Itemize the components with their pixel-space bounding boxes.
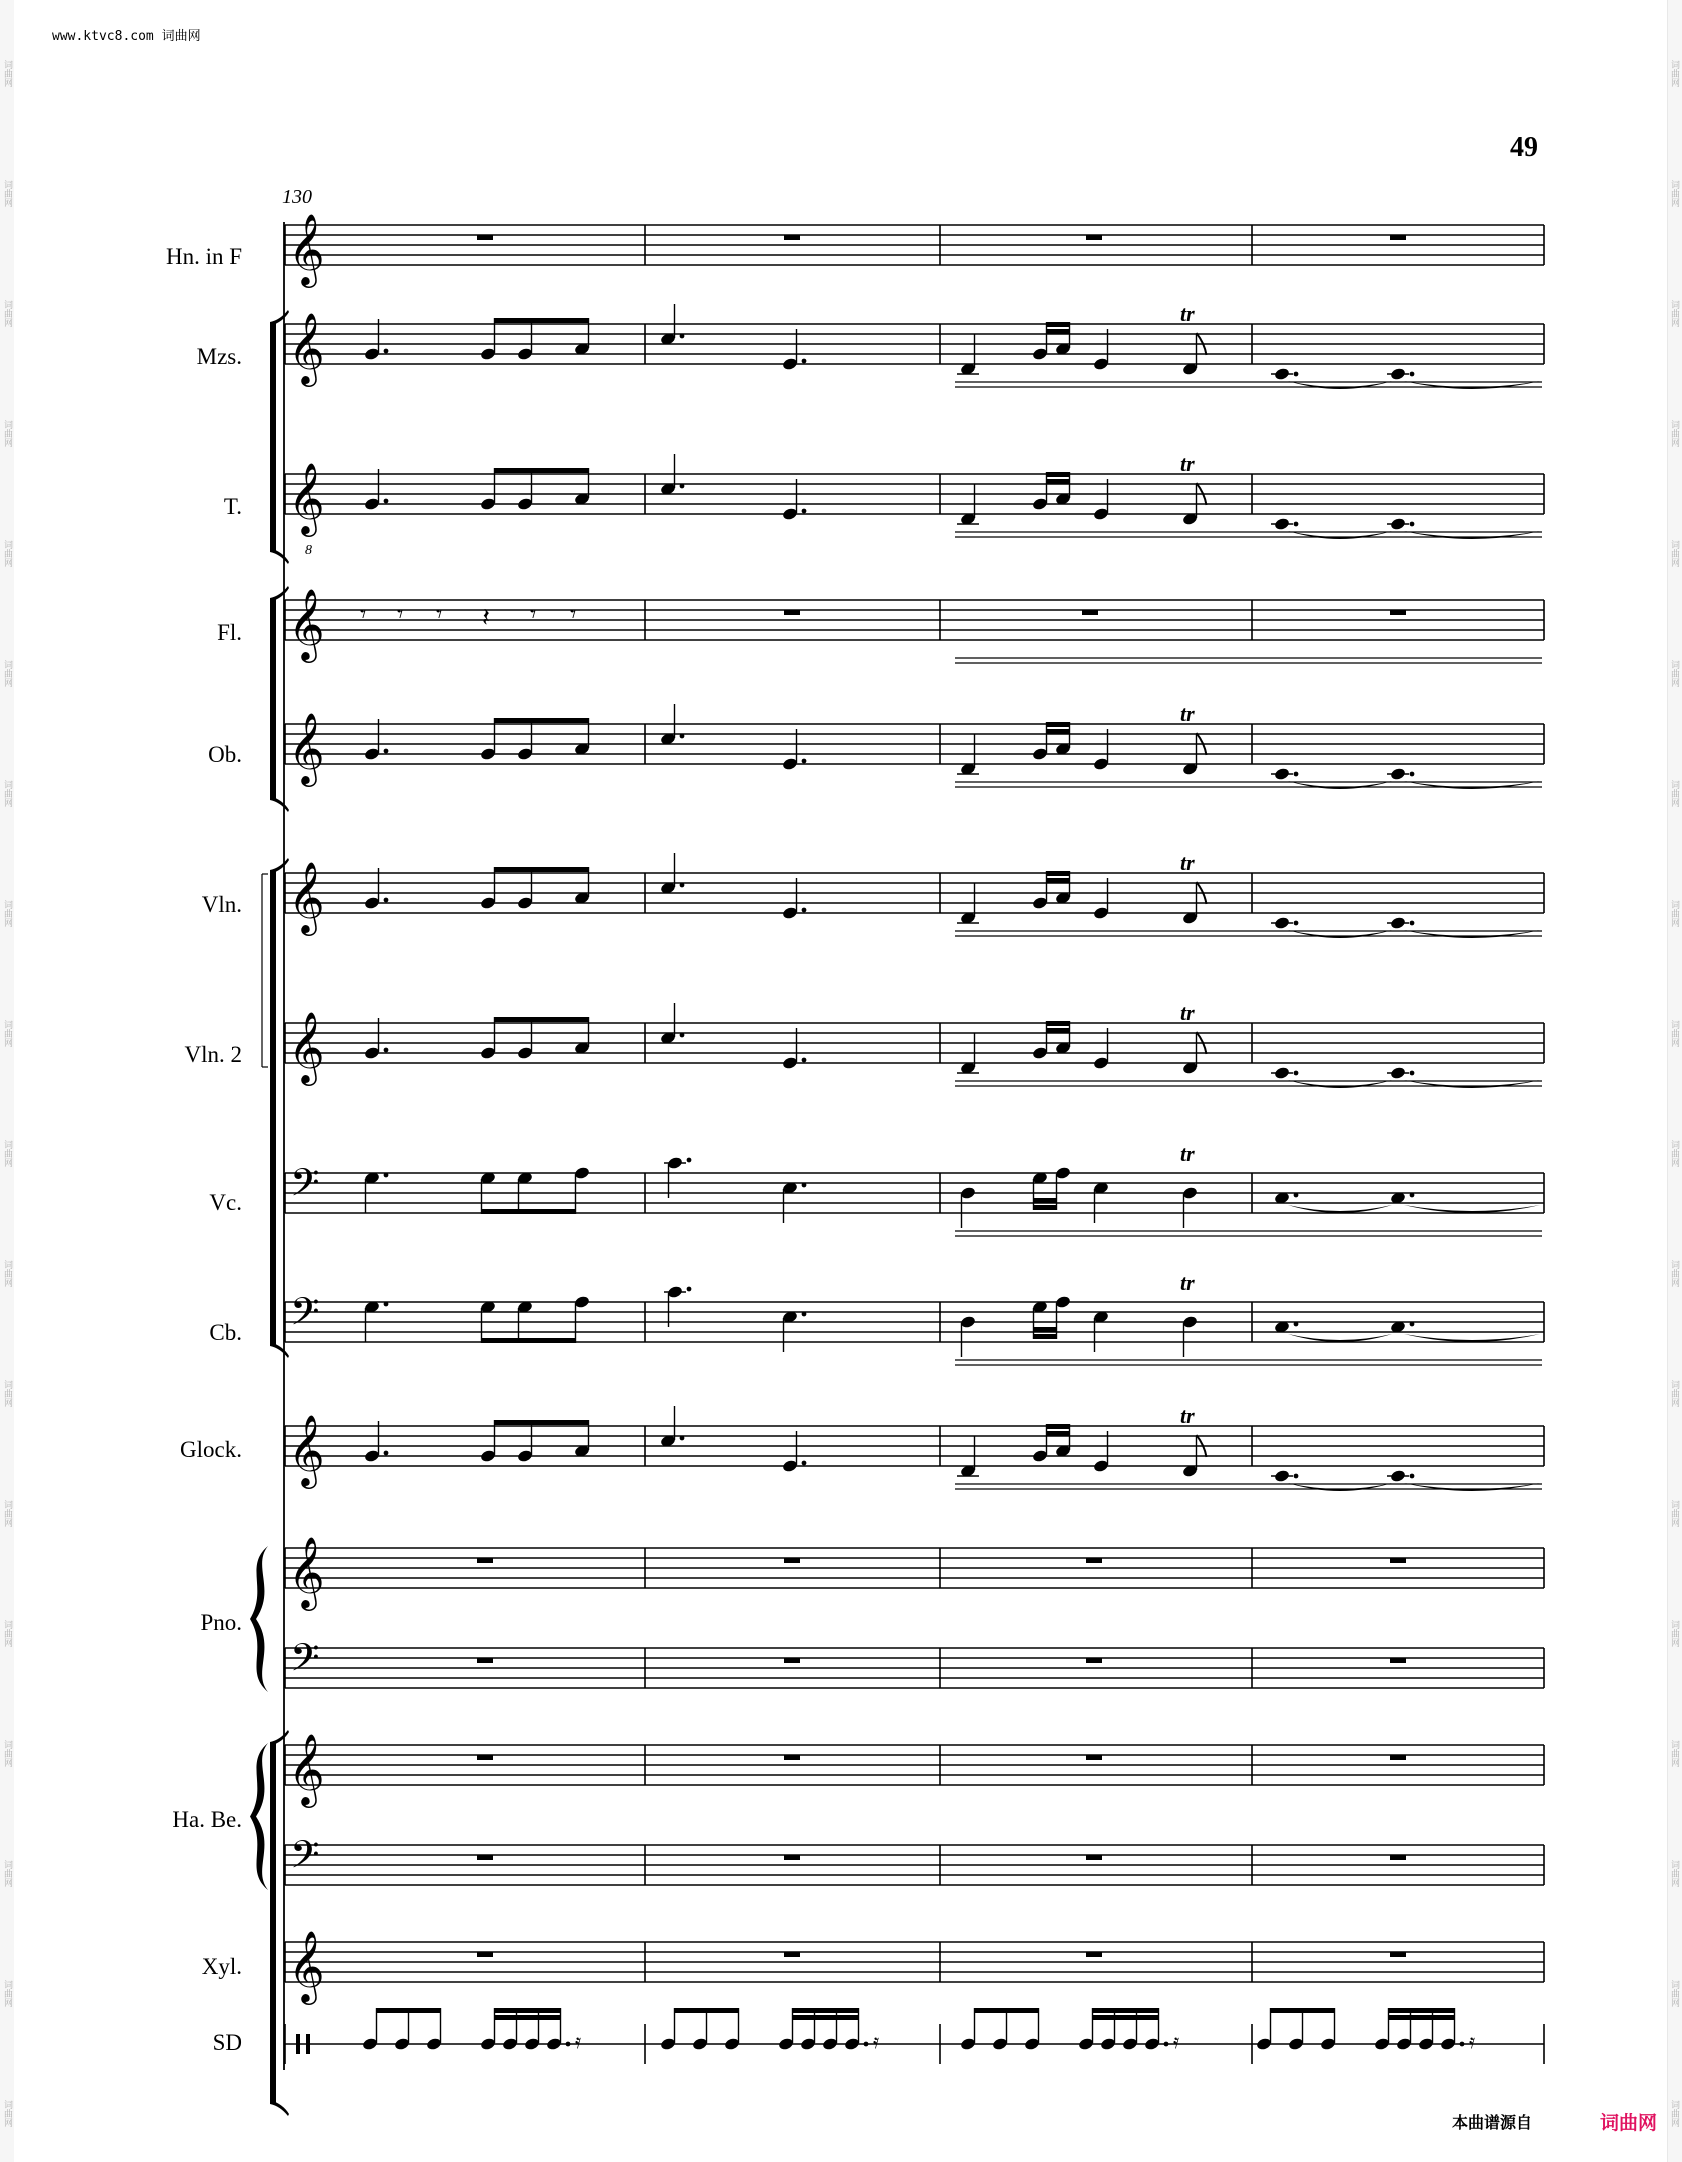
whole-rest-icon <box>1390 1658 1406 1663</box>
measure-number: 130 <box>282 186 312 208</box>
quarter-rest-icon: 𝄽 <box>482 603 490 633</box>
bass-clef-icon: 𝄢 <box>290 1289 320 1343</box>
watermark-text: 词曲网 <box>2 1500 12 1527</box>
dot <box>1410 1474 1415 1479</box>
eighth-beam <box>495 1017 589 1022</box>
tie <box>1288 1205 1392 1213</box>
eighth-rest-icon: 𝄾 <box>570 600 577 628</box>
instrument-label-cello: Vc. <box>209 1190 242 1215</box>
watermark-text: 词曲网 <box>1669 660 1679 687</box>
watermark-text: 词曲网 <box>2 180 12 207</box>
watermark-text: 词曲网 <box>2 1740 12 1767</box>
whole-rest-icon <box>477 1855 493 1860</box>
instrument-label-violin1: Vln. <box>201 892 242 917</box>
sixteenth-beam <box>1047 479 1070 484</box>
dot <box>1294 1474 1299 1479</box>
instrument-label-piano: Pno. <box>200 1610 242 1635</box>
instrument-label-horn: Hn. in F <box>165 244 242 269</box>
sixteenth-rest-icon: 𝄿 <box>1469 2029 1476 2053</box>
dot <box>1410 1322 1415 1327</box>
treble-clef-icon: 𝄞 <box>288 212 325 285</box>
whole-rest-icon <box>477 1755 493 1760</box>
watermark-text: 词曲网 <box>1669 2100 1679 2127</box>
whole-rest-icon <box>477 1658 493 1663</box>
watermark-text: 词曲网 <box>1669 420 1679 447</box>
page-number: 49 <box>1510 132 1538 163</box>
instrument-label-contrabass: Cb. <box>209 1320 242 1345</box>
eighth-beam <box>495 867 589 872</box>
trill-mark: tr <box>1180 301 1195 326</box>
trill-mark: tr <box>1180 1141 1195 1166</box>
dot <box>1294 1322 1299 1327</box>
dot <box>1164 2042 1169 2047</box>
whole-rest-icon <box>477 1952 493 1957</box>
bass-clef-icon: 𝄢 <box>290 1635 320 1689</box>
watermark-text: 词曲网 <box>2 660 12 687</box>
bracket-percussion <box>270 1742 276 2104</box>
dot <box>802 509 807 514</box>
tie <box>1288 1334 1392 1342</box>
dot <box>384 898 389 903</box>
bracket-woodwinds-cap <box>270 796 289 812</box>
watermark-text: 词曲网 <box>2 1980 12 2007</box>
whole-rest-icon <box>1390 610 1406 615</box>
sixteenth-beam <box>495 2015 561 2020</box>
watermark-text: 词曲网 <box>1669 1620 1679 1647</box>
dot <box>687 1158 692 1163</box>
instrument-label-flute: Fl. <box>217 620 242 645</box>
trill-mark: tr <box>1180 850 1195 875</box>
whole-rest-icon <box>1086 1855 1102 1860</box>
whole-rest-icon <box>1390 1952 1406 1957</box>
dot <box>680 883 685 888</box>
watermark-text: 词曲网 <box>1669 60 1679 87</box>
sixteenth-beam <box>1034 1205 1057 1210</box>
whole-rest-icon <box>784 1558 800 1563</box>
eighth-rest-icon: 𝄾 <box>360 600 367 628</box>
dot <box>384 1302 389 1307</box>
sixteenth-beam <box>1047 322 1070 327</box>
sixteenth-beam <box>1047 878 1070 883</box>
whole-rest-icon <box>1086 1755 1102 1760</box>
whole-rest-icon <box>1390 1855 1406 1860</box>
whole-rest-icon <box>477 1558 493 1563</box>
watermark-text: 词曲网 <box>1669 1860 1679 1887</box>
dot <box>680 334 685 339</box>
sixteenth-rest-icon: 𝄿 <box>575 2029 582 2053</box>
eighth-beam <box>975 2008 1039 2013</box>
trill-mark: tr <box>1180 451 1195 476</box>
sixteenth-beam <box>1047 871 1070 876</box>
dot <box>1410 372 1415 377</box>
dot <box>1294 372 1299 377</box>
sixteenth-beam <box>1047 329 1070 334</box>
sixteenth-beam <box>793 2015 859 2020</box>
sixteenth-beam <box>495 2008 561 2013</box>
instrument-label-snare: SD <box>212 2030 242 2055</box>
dot <box>864 2042 869 2047</box>
bracket-strings-cap <box>270 1342 289 1358</box>
sixteenth-beam <box>1047 729 1070 734</box>
treble-clef-icon: 𝄞 <box>288 461 325 534</box>
instrument-label-harp: Ha. Be. <box>172 1807 242 1832</box>
site-url[interactable]: www.ktvc8.com 词曲网 <box>52 29 201 44</box>
trill-mark: tr <box>1180 1403 1195 1428</box>
dot <box>802 1183 807 1188</box>
sixteenth-beam <box>1047 1028 1070 1033</box>
bracket-percussion-cap <box>270 2100 289 2116</box>
watermark-text: 词曲网 <box>1669 1020 1679 1047</box>
tie <box>1404 1334 1540 1342</box>
sixteenth-beam <box>1389 2015 1455 2020</box>
sixteenth-rest-icon: 𝄿 <box>1173 2029 1180 2053</box>
watermark-text: 词曲网 <box>1669 1980 1679 2007</box>
bracket-woodwinds <box>270 598 276 800</box>
dot <box>802 1461 807 1466</box>
instrument-label-tenor: T. <box>223 494 242 519</box>
bracket-strings-cap <box>270 858 289 874</box>
dot <box>802 908 807 913</box>
whole-rest-icon <box>784 235 800 240</box>
dot <box>1294 522 1299 527</box>
sixteenth-rest-icon: 𝄿 <box>873 2029 880 2053</box>
whole-rest-icon <box>1086 1558 1102 1563</box>
dot <box>384 749 389 754</box>
watermark-text: 词曲网 <box>2 1260 12 1287</box>
treble-clef-icon: 𝄞 <box>288 311 325 384</box>
dot <box>1460 2042 1465 2047</box>
whole-rest-icon <box>477 235 493 240</box>
sixteenth-beam <box>1093 2008 1159 2013</box>
footer-site-logo[interactable]: 词曲网 <box>1600 2112 1658 2134</box>
percussion-clef-icon <box>306 2034 310 2054</box>
watermark-text: 词曲网 <box>1669 540 1679 567</box>
dot <box>802 1058 807 1063</box>
eighth-beam <box>495 318 589 323</box>
dot <box>1410 1193 1415 1198</box>
dot <box>1294 1193 1299 1198</box>
treble-clef-icon: 𝄞 <box>288 587 325 660</box>
dot <box>687 1287 692 1292</box>
eighth-rest-icon: 𝄾 <box>436 600 443 628</box>
dot <box>1410 772 1415 777</box>
eighth-beam <box>1271 2008 1335 2013</box>
bracket-percussion-cap <box>270 1730 289 1746</box>
watermark-text: 词曲网 <box>2 1620 12 1647</box>
watermark-text: 词曲网 <box>2 2100 12 2127</box>
treble-clef-icon: 𝄞 <box>288 1732 325 1805</box>
brace-piano <box>250 1546 268 1692</box>
dot <box>802 759 807 764</box>
whole-rest-icon <box>784 1952 800 1957</box>
watermark-text: 词曲网 <box>1669 300 1679 327</box>
watermark-text: 词曲网 <box>2 1380 12 1407</box>
sixteenth-beam <box>1047 472 1070 477</box>
instrument-label-oboe: Ob. <box>208 742 242 767</box>
footer-source-text: 本曲谱源自 <box>1452 2113 1533 2132</box>
instrument-label-xylophone: Xyl. <box>201 1954 242 1979</box>
dot <box>802 359 807 364</box>
sixteenth-beam <box>1034 1198 1057 1203</box>
treble-clef-icon: 𝄞 <box>288 711 325 784</box>
treble-clef-icon: 𝄞 <box>288 1535 325 1608</box>
dot <box>1410 921 1415 926</box>
instrument-label-violin2: Vln. 2 <box>184 1042 242 1067</box>
whole-rest-icon <box>1086 1658 1102 1663</box>
trill-mark: tr <box>1180 1000 1195 1025</box>
watermark-text: 词曲网 <box>1669 1260 1679 1287</box>
treble-clef-icon: 𝄞 <box>288 1929 325 2002</box>
sixteenth-beam <box>1047 1431 1070 1436</box>
dot <box>384 1048 389 1053</box>
dot <box>1294 772 1299 777</box>
dot <box>384 1173 389 1178</box>
whole-rest-icon <box>1086 235 1102 240</box>
eighth-beam <box>482 1209 576 1214</box>
sixteenth-beam <box>1047 1021 1070 1026</box>
sixteenth-beam <box>1093 2015 1159 2020</box>
dot <box>1410 1071 1415 1076</box>
whole-rest-icon <box>784 1658 800 1663</box>
sixteenth-beam <box>1034 1334 1057 1339</box>
watermark-text: 词曲网 <box>2 420 12 447</box>
treble-clef-icon: 𝄞 <box>288 1413 325 1486</box>
whole-rest-icon <box>784 610 800 615</box>
watermark-text: 词曲网 <box>2 900 12 927</box>
tie <box>1404 1205 1540 1213</box>
watermark-text: 词曲网 <box>1669 900 1679 927</box>
whole-rest-icon <box>784 1755 800 1760</box>
sixteenth-beam <box>1047 1424 1070 1429</box>
dot <box>680 1436 685 1441</box>
watermark-text: 词曲网 <box>1669 780 1679 807</box>
instrument-label-mezzo: Mzs. <box>196 344 242 369</box>
watermark-text: 词曲网 <box>1669 1740 1679 1767</box>
trill-mark: tr <box>1180 701 1195 726</box>
dot <box>1294 1071 1299 1076</box>
dot <box>1294 921 1299 926</box>
watermark-text: 词曲网 <box>2 60 12 87</box>
dot <box>1410 522 1415 527</box>
sixteenth-beam <box>1034 1327 1057 1332</box>
dot <box>566 2042 571 2047</box>
bass-clef-icon: 𝄢 <box>290 1832 320 1886</box>
dot <box>384 1451 389 1456</box>
eighth-rest-icon: 𝄾 <box>397 600 404 628</box>
watermark-text: 词曲网 <box>1669 180 1679 207</box>
sixteenth-beam <box>793 2008 859 2013</box>
watermark-text: 词曲网 <box>2 300 12 327</box>
dot <box>680 734 685 739</box>
sixteenth-beam <box>1389 2008 1455 2013</box>
bracket-voices <box>270 322 276 552</box>
eighth-beam <box>495 468 589 473</box>
eighth-beam <box>675 2008 739 2013</box>
whole-rest-icon <box>1082 610 1098 615</box>
instrument-label-glockenspiel: Glock. <box>180 1437 242 1462</box>
whole-rest-icon <box>1390 1755 1406 1760</box>
dot <box>680 484 685 489</box>
watermark-text: 词曲网 <box>2 1140 12 1167</box>
watermark-text: 词曲网 <box>2 1860 12 1887</box>
brace-harp <box>250 1743 268 1890</box>
whole-rest-icon <box>1390 1558 1406 1563</box>
trill-mark: tr <box>1180 1270 1195 1295</box>
eighth-rest-icon: 𝄾 <box>530 600 537 628</box>
whole-rest-icon <box>1086 1952 1102 1957</box>
percussion-clef-icon <box>296 2034 300 2054</box>
dot <box>384 499 389 504</box>
eighth-beam <box>495 718 589 723</box>
octave-marker: 8 <box>305 543 312 558</box>
bass-clef-icon: 𝄢 <box>290 1160 320 1214</box>
watermark-text: 词曲网 <box>1669 1380 1679 1407</box>
watermark-text: 词曲网 <box>2 540 12 567</box>
bracket-strings <box>270 870 276 1346</box>
bracket-voices-cap <box>270 548 289 564</box>
dot <box>680 1033 685 1038</box>
watermark-text: 词曲网 <box>2 780 12 807</box>
dot <box>802 1312 807 1317</box>
treble-clef-icon: 𝄞 <box>288 860 325 933</box>
watermark-text: 词曲网 <box>2 1020 12 1047</box>
eighth-beam <box>377 2008 441 2013</box>
eighth-beam <box>495 1420 589 1425</box>
eighth-beam <box>482 1338 576 1343</box>
treble-clef-icon: 𝄞 <box>288 1010 325 1083</box>
watermark-text: 词曲网 <box>1669 1140 1679 1167</box>
whole-rest-icon <box>784 1855 800 1860</box>
whole-rest-icon <box>1390 235 1406 240</box>
sixteenth-beam <box>1047 722 1070 727</box>
watermark-text: 词曲网 <box>1669 1500 1679 1527</box>
dot <box>384 349 389 354</box>
